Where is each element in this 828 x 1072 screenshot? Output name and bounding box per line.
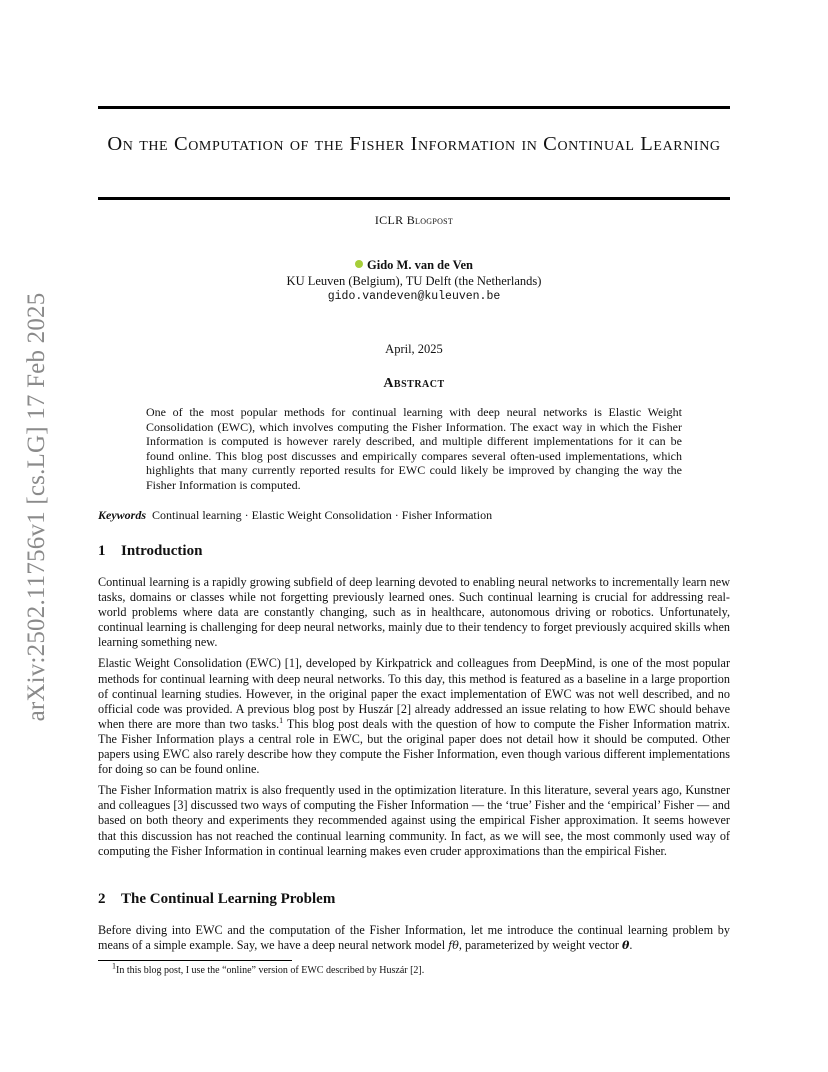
author-block: [98, 258, 730, 305]
math-model: fθ: [448, 939, 459, 953]
title-bottom-rule: [98, 197, 730, 200]
title-top-rule: [98, 106, 730, 109]
footnote-text: In this blog post, I use the “online” version of EWC described by Huszár [2].: [116, 965, 425, 976]
venue-label: ICLR Blogpost: [374, 213, 454, 227]
paragraph: Continual learning is a rapidly growing subfield of deep learning devoted to enabling neural networks to incrementally learn new tasks, domains or classes while not forgetting previously learned ones. Such continual learning is crucial for addressing real-world problems where data are constantly changing, such as in healthcare, autonomous driving or robotics. Unfortunately, continual learning is challenging for deep neural networks, mainly due to their tendency to forget previously acquired skills when learning something new.: [98, 575, 730, 650]
introduction-body: [98, 575, 730, 865]
paragraph: [98, 656, 730, 777]
section-heading-continual-learning-problem: [98, 891, 335, 908]
paragraph: The Fisher Information matrix is also frequently used in the optimization literature. In this literature, several years ago, Kunstner and colleagues [3] discussed two ways of computing the Fisher Information — the ‘true’ Fisher and the ‘empirical’ Fisher — and based on both theory and experiments they recommended against using the empirical Fisher approximation. It seems however that this discussion has not reached the continual learning community. In fact, as we will see, the most commonly used way of computing the Fisher Information in continual learning makes even cruder approximations than the empirical Fisher.: [98, 783, 730, 858]
math-weights: θ: [621, 939, 630, 953]
section-heading-introduction: [98, 543, 202, 560]
section-title: The Continual Learning Problem: [121, 891, 336, 907]
keywords: [98, 508, 730, 523]
arxiv-stamp: [20, 287, 54, 727]
footnote: [112, 961, 425, 976]
keywords-label: Keywords: [98, 508, 146, 522]
abstract-heading: Abstract: [383, 376, 445, 391]
section-number: 1: [98, 543, 106, 559]
keywords-text: Continual learning · Elastic Weight Consolidation · Fisher Information: [152, 508, 493, 522]
arxiv-stamp-text: arXiv:2502.11756v1 [cs.LG] 17 Feb 2025: [23, 292, 50, 722]
author-email[interactable]: gido.vandeven@kuleuven.be: [327, 290, 501, 303]
paper-title: On the Computation of the Fisher Information in Continual Learning: [107, 133, 721, 155]
author-name: Gido M. van de Ven: [367, 258, 473, 272]
paragraph-text: Before diving into EWC and the computation of the Fisher Information, let me introduce the continual learning problem by means of a simple example. Say, we have a deep neural network model: [98, 923, 730, 953]
author-affiliation: KU Leuven (Belgium), TU Delft (the Netherlands): [286, 273, 542, 288]
footnote-number: 1: [112, 961, 116, 971]
section-number: 2: [98, 891, 106, 907]
footnote-marker[interactable]: 1: [279, 715, 284, 725]
section-2-body: [98, 923, 730, 959]
paragraph-text: .: [629, 938, 633, 953]
paragraph-text: Elastic Weight Consolidation (EWC) [1], developed by Kirkpatrick and colleagues from DeepMind, is one of the most popular methods for continual learning with deep neural networks. To this day, this method is featured as a baseline in a large proportion of continual learning studies. However, in the original paper the exact implementation of EWC was not well described, and no official code was provided. A previous blog post by Huszár [2] already addressed an issue relating to how EWC should behave when there are more than two tasks.: [98, 656, 730, 731]
paragraph-text: , parameterized by weight vector: [458, 938, 622, 953]
abstract-text: One of the most popular methods for continual learning with deep neural networks is Elastic Weight Consolidation (EWC), which involves computing the Fisher Information. The exact way in which the Fisher Information is computed is however rarely described, and multiple different implementations for it can be found online. This blog post discusses and empirically compares several often-used implementations, which highlights that many currently reported results for EWC could likely be improved by changing the way the Fisher Information is computed.: [146, 405, 682, 492]
section-title: Introduction: [121, 543, 203, 559]
paragraph: [98, 923, 730, 953]
paragraph-text: This blog post deals with the question of how to compute the Fisher Information matrix. The Fisher Information plays a central role in EWC, but the original paper does not detail how it should be computed. Other papers using EWC also rarely describe how they compute the Fisher Information, even though various different implementations for doing so can be found online.: [98, 716, 730, 777]
footnote-rule: [98, 960, 292, 961]
paper-date: April, 2025: [385, 342, 443, 356]
orcid-icon[interactable]: [355, 260, 363, 268]
